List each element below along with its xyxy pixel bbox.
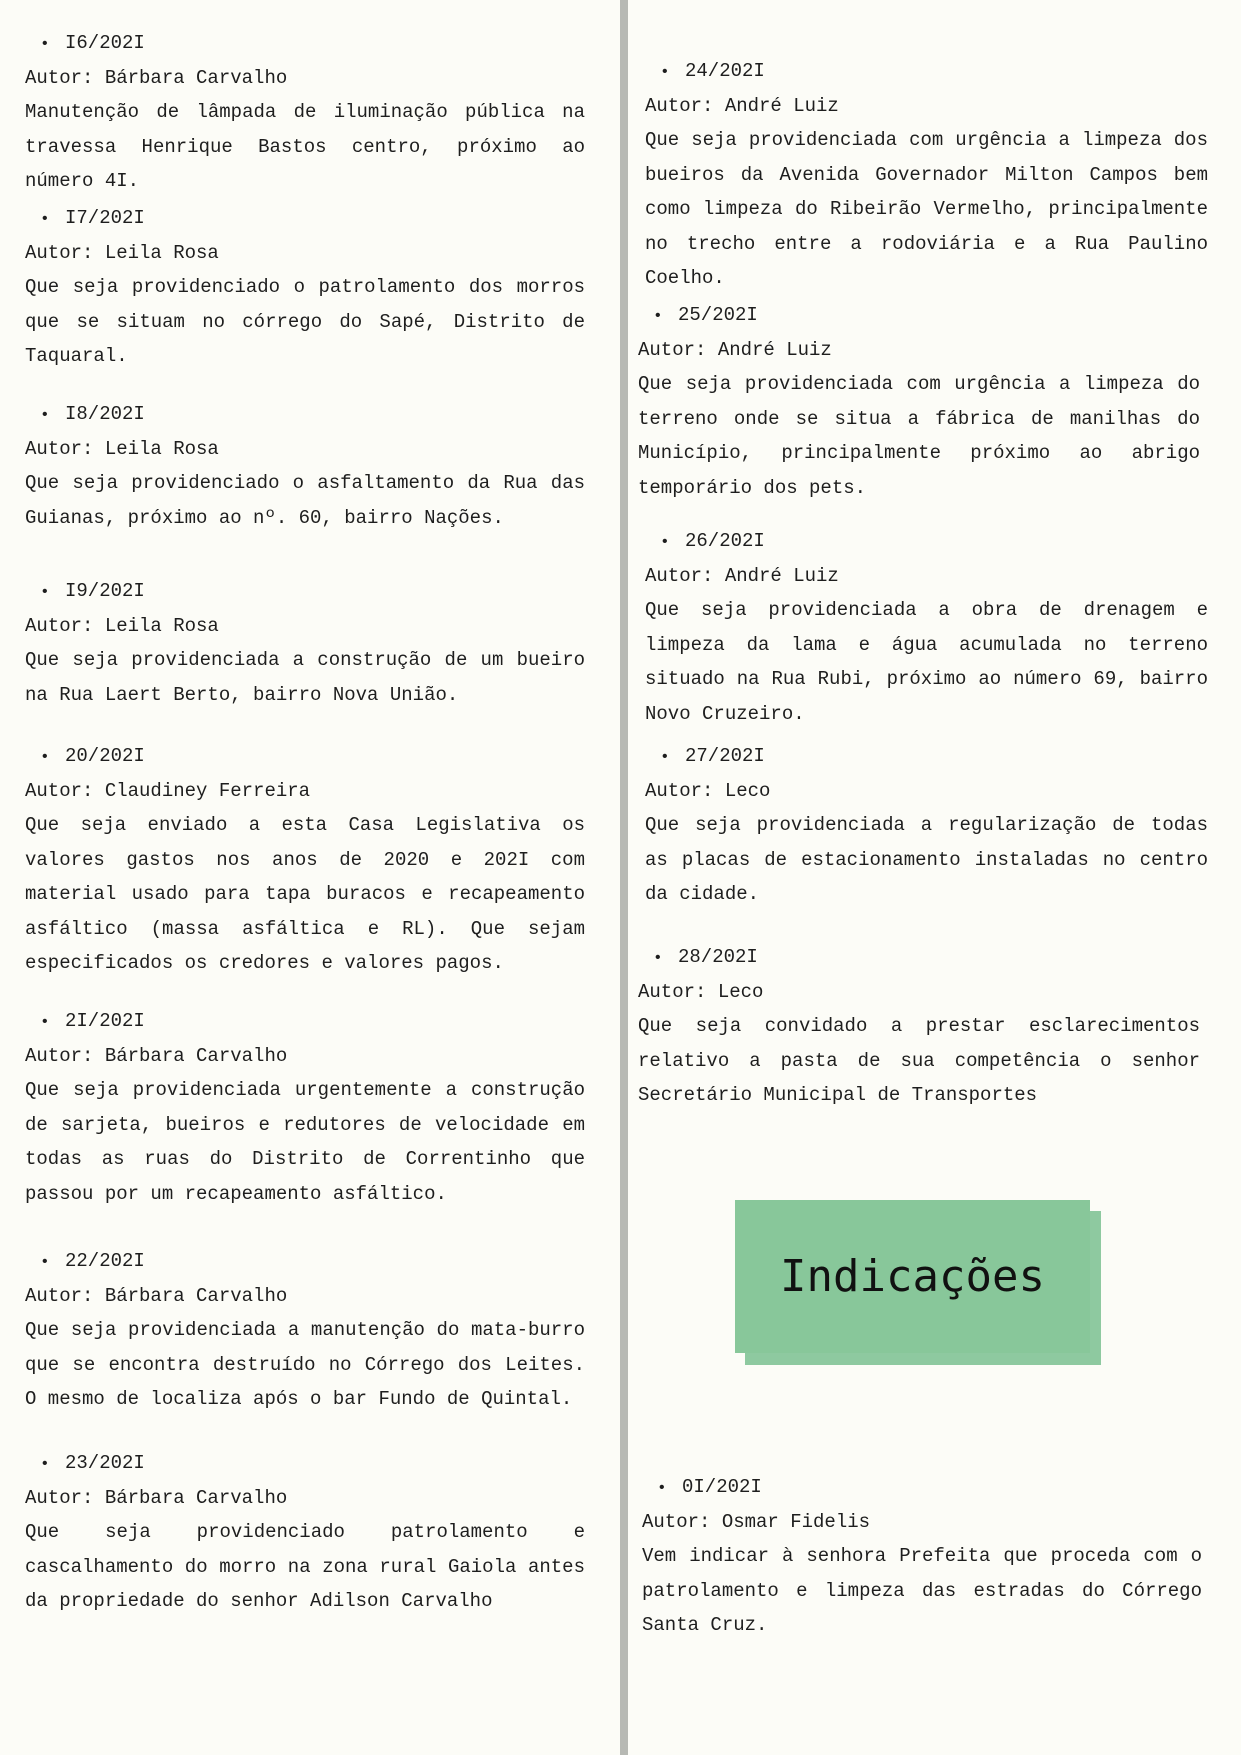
item-number: • 2I/202I — [40, 1004, 585, 1039]
item-number: • 0I/202I — [657, 1470, 1202, 1505]
item-text: Que seja providenciado o patrolamento dos morros que se situam no córrego do Sapé, Distrito de Taquaral. — [25, 276, 585, 367]
item-author: Autor: Leco — [645, 780, 771, 802]
item-number: • 22/202I — [40, 1244, 585, 1279]
item-author: Autor: Leila Rosa — [25, 438, 219, 460]
item-text: Vem indicar à senhora Prefeita que proceda com o patrolamento e limpeza das estradas do Córrego Santa Cruz. — [642, 1545, 1202, 1636]
item-text: Que seja providenciada com urgência a limpeza do terreno onde se situa a fábrica de manilhas do Município, principalmente próximo ao abrigo temporário dos pets. — [638, 373, 1200, 499]
list-item — [25, 1244, 585, 1417]
item-text: Que seja providenciada com urgência a limpeza dos bueiros da Avenida Governador Milton Campos bem como limpeza do Ribeirão Vermelho, principalmente no trecho entre a rodoviária e a Rua Paulino Coelho. — [645, 129, 1208, 289]
list-item — [25, 397, 585, 535]
list-item — [645, 524, 1208, 731]
list-item — [25, 739, 585, 981]
list-item — [25, 201, 585, 374]
item-text: Que seja enviado a esta Casa Legislativa os valores gastos nos anos de 2020 e 202I com material usado para tapa buracos e recapeamento asfáltico (massa asfáltica e RL). Que sejam especificados os credores e valores pagos. — [25, 814, 585, 974]
item-number: • 20/202I — [40, 739, 585, 774]
item-author: Autor: Leila Rosa — [25, 615, 219, 637]
item-author: Autor: Bárbara Carvalho — [25, 67, 288, 89]
list-item — [25, 1446, 585, 1619]
item-text: Que seja providenciado patrolamento e cascalhamento do morro na zona rural Gaiola antes da propriedade do senhor Adilson Carvalho — [25, 1521, 585, 1612]
list-item — [645, 739, 1208, 912]
section-title: Indicações — [780, 1251, 1045, 1302]
list-item — [25, 574, 585, 712]
item-text: Que seja providenciada a manutenção do mata-burro que se encontra destruído no Córrego dos Leites. O mesmo de localiza após o bar Fundo de Quintal. — [25, 1319, 585, 1410]
left-column — [25, 0, 585, 1755]
list-item — [25, 26, 585, 199]
item-text: Que seja providenciada urgentemente a construção de sarjeta, bueiros e redutores de velocidade em todas as ruas do Distrito de Correntinho que passou por um recapeamento asfáltico. — [25, 1079, 585, 1205]
item-text: Que seja providenciada a obra de drenagem e limpeza da lama e água acumulada no terreno situado na Rua Rubi, próximo ao número 69, bairro Novo Cruzeiro. — [645, 599, 1208, 725]
list-item — [642, 1470, 1202, 1643]
right-column — [638, 0, 1208, 1755]
item-author: Autor: Osmar Fidelis — [642, 1511, 871, 1533]
item-number: • I6/202I — [40, 26, 585, 61]
item-number: • 23/202I — [40, 1446, 585, 1481]
item-text: Manutenção de lâmpada de iluminação pública na travessa Henrique Bastos centro, próximo ao número 4I. — [25, 101, 585, 192]
item-text: Que seja providenciado o asfaltamento da Rua das Guianas, próximo ao nº. 60, bairro Nações. — [25, 472, 585, 529]
list-item — [638, 298, 1200, 505]
list-item — [645, 54, 1208, 296]
item-number: • 26/202I — [660, 524, 1208, 559]
list-item — [638, 940, 1200, 1113]
item-author: Autor: André Luiz — [645, 565, 839, 587]
item-author: Autor: Bárbara Carvalho — [25, 1285, 288, 1307]
item-number: • I7/202I — [40, 201, 585, 236]
item-author: Autor: Leila Rosa — [25, 242, 219, 264]
item-number: • 24/202I — [660, 54, 1208, 89]
item-number: • 25/202I — [653, 298, 1200, 333]
item-number: • I9/202I — [40, 574, 585, 609]
list-item — [25, 1004, 585, 1211]
item-text: Que seja providenciada a regularização de todas as placas de estacionamento instaladas no centro da cidade. — [645, 814, 1208, 905]
item-author: Autor: Claudiney Ferreira — [25, 780, 311, 802]
item-number: • 28/202I — [653, 940, 1200, 975]
section-badge — [735, 1200, 1090, 1353]
item-number: • 27/202I — [660, 739, 1208, 774]
item-author: Autor: Bárbara Carvalho — [25, 1045, 288, 1067]
item-text: Que seja providenciada a construção de um bueiro na Rua Laert Berto, bairro Nova União. — [25, 649, 585, 706]
item-number: • I8/202I — [40, 397, 585, 432]
item-author: Autor: Leco — [638, 981, 764, 1003]
item-author: Autor: André Luiz — [645, 95, 839, 117]
item-author: Autor: Bárbara Carvalho — [25, 1487, 288, 1509]
column-divider — [620, 0, 628, 1755]
item-text: Que seja convidado a prestar esclarecimentos relativo a pasta de sua competência o senhor Secretário Municipal de Transportes — [638, 1015, 1200, 1106]
item-author: Autor: André Luiz — [638, 339, 832, 361]
